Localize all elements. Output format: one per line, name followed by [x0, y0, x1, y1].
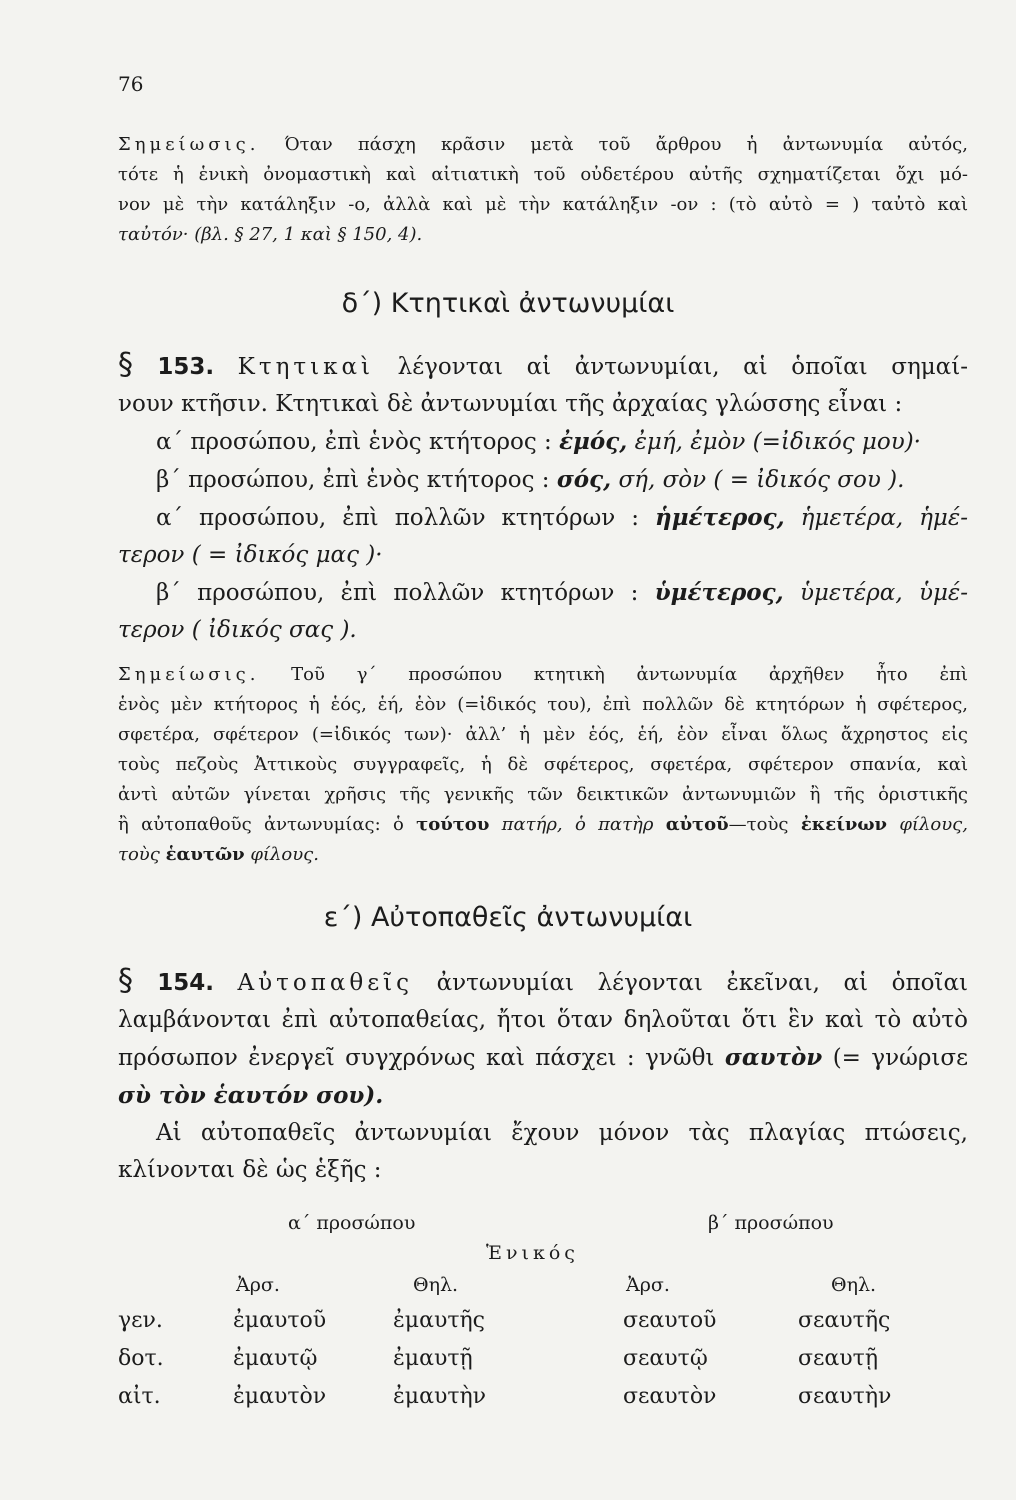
bold-term: ἡμέτερος, — [655, 504, 785, 531]
bold-term: ἑαυτῶν — [165, 844, 245, 865]
note-line — [118, 810, 968, 840]
page-number: 76 — [118, 72, 144, 96]
b-masc-form: σεαυτῷ — [623, 1346, 708, 1371]
note-krasis — [118, 130, 968, 250]
defined-term: Κτητικαὶ — [237, 354, 375, 380]
para-line: κλίνονται δὲ ὡς ἑξῆς : — [118, 1157, 382, 1183]
note-line — [118, 660, 968, 690]
b-fem-form: σεαυτὴν — [798, 1384, 892, 1409]
note-text: —τοὺς — [728, 814, 789, 835]
bold-term: τούτου — [416, 814, 490, 835]
note-line: σφετέρα, σφέτερον (=ἰδικός των)· ἀλλ’ ἡ μὲν ἑός, ἑή, ἑὸν εἶναι ὅλως ἄχρηστος εἰς — [118, 724, 968, 745]
para-text: ὑμετέρα, ὑμέ- — [799, 580, 969, 606]
note-text: ἢ αὐτοπαθοῦς ἀντωνυμίας: ὁ — [118, 814, 404, 835]
bold-term: ἐμός, — [559, 428, 628, 455]
col-fem-a: Θηλ. — [413, 1274, 459, 1296]
para-line: νουν κτῆσιν. Κτητικαὶ δὲ ἀντωνυμίαι τῆς ἀρχαίας γλώσσης εἶναι : — [118, 391, 903, 417]
section-number-text: 154. — [157, 970, 214, 996]
a-masc-form: ἐμαυτῷ — [233, 1346, 318, 1371]
table-number-row — [118, 1242, 968, 1278]
para-line: λαμβάνονται ἐπὶ αὐτοπαθείας, ἤτοι ὅταν δηλοῦται ὅτι ἓν καὶ τὸ αὐτὸ — [118, 1007, 968, 1033]
note-line: νον μὲ τὴν κατάληξιν -ο, ἀλλὰ καὶ μὲ τὴν κατάληξιν -ον : (τὸ αὐτὸ = ) ταὐτὸ καὶ — [118, 194, 968, 215]
note-line: τότε ἡ ἑνικὴ ὀνομαστικὴ καὶ αἰτιατικὴ τοῦ οὐδετέρου αὐτῆς σχηματίζεται ὄχι μό- — [118, 164, 968, 185]
note-line: ἑνὸς μὲν κτήτορος ἡ ἑός, ἑή, ἑὸν (=ἰδικός του), ἐπὶ πολλῶν δὲ κτητόρων ἡ σφέτερος, — [118, 694, 968, 715]
para-text: (= γνώρισε — [832, 1045, 968, 1071]
note-line — [118, 840, 968, 870]
defined-term: Αὐτοπαθεῖς — [237, 970, 414, 996]
note-line — [118, 130, 968, 160]
para-line — [118, 1039, 968, 1077]
person-b-label: β΄ προσώπου — [708, 1212, 834, 1234]
note-line: ἀντὶ αὐτῶν γίνεται χρῆσις τῆς γενικῆς τῶν δεικτικῶν ἀντωνυμιῶν ἢ τῆς ὁριστικῆς — [118, 784, 968, 805]
note-third-person — [118, 660, 968, 870]
declension-table — [118, 1212, 968, 1412]
note-text: φίλους. — [250, 844, 319, 865]
para-line — [118, 499, 968, 537]
case-label: δοτ. — [118, 1346, 164, 1371]
bold-term: σὺ τὸν ἑαυτόν σου). — [118, 1082, 384, 1109]
para-text: ἐμή, ἐμὸν (=ἰδικός μου)· — [634, 429, 921, 455]
para-text: σή, σὸν ( = ἰδικός σου ). — [618, 467, 905, 493]
bold-term: σός, — [556, 466, 612, 493]
note-label: Σημείωσις. — [118, 134, 260, 155]
case-label: αἰτ. — [118, 1384, 161, 1409]
case-label: γεν. — [118, 1308, 163, 1333]
note-text: φίλους, — [899, 814, 968, 835]
col-fem-b: Θηλ. — [831, 1274, 877, 1296]
para-text: β΄ προσώπου, ἐπὶ πολλῶν κτητόρων : — [156, 580, 639, 606]
para-text: ἡμετέρα, ἡμέ- — [800, 505, 968, 531]
para-text: α΄ προσώπου, ἐπὶ ἑνὸς κτήτορος : — [156, 429, 552, 455]
a-masc-form: ἐμαυτὸν — [233, 1384, 327, 1409]
b-fem-form: σεαυτῇ — [798, 1346, 878, 1371]
b-masc-form: σεαυτοῦ — [623, 1308, 717, 1333]
note-line: ταὐτόν· (βλ. § 27, 1 καὶ § 150, 4). — [118, 224, 423, 245]
para-line — [118, 574, 968, 612]
note-label: Σημείωσις. — [118, 664, 260, 685]
table-header-row — [118, 1274, 968, 1310]
section-mark: § — [118, 347, 133, 382]
table-row — [118, 1346, 968, 1382]
para-line: τερον ( ἰδικός σας ). — [118, 617, 357, 643]
section-number-text: 153. — [157, 354, 215, 380]
section-153 — [118, 346, 968, 649]
para-text: λέγονται αἱ ἀντωνυμίαι, αἱ ὁποῖαι σημαί- — [397, 354, 969, 380]
para-line: Αἱ αὐτοπαθεῖς ἀντωνυμίαι ἔχουν μόνον τὰς πλαγίας πτώσεις, — [156, 1120, 968, 1146]
section-heading-possessive: δ΄) Κτητικαὶ ἀντωνυμίαι — [341, 288, 675, 319]
col-masc-b: Ἀρσ. — [626, 1274, 670, 1296]
para-line — [118, 346, 968, 386]
para-line — [118, 962, 968, 1002]
a-fem-form: ἐμαυτὴν — [393, 1384, 487, 1409]
para-line — [118, 423, 968, 461]
b-masc-form: σεαυτὸν — [623, 1384, 717, 1409]
col-masc-a: Ἀρσ. — [236, 1274, 280, 1296]
a-masc-form: ἐμαυτοῦ — [233, 1308, 327, 1333]
para-line — [118, 461, 968, 499]
para-line: τερον ( = ἰδικός μας )· — [118, 542, 383, 568]
bold-term: αὐτοῦ — [665, 814, 729, 835]
para-text: β΄ προσώπου, ἐπὶ ἑνὸς κτήτορος : — [156, 467, 550, 493]
note-text: τοὺς — [118, 844, 160, 865]
person-a-label: α΄ προσώπου — [288, 1212, 416, 1234]
bold-term: σαυτὸν — [724, 1044, 823, 1071]
a-fem-form: ἐμαυτῆς — [393, 1308, 486, 1333]
section-mark: § — [118, 963, 133, 998]
note-text: πατήρ, ὁ πατὴρ — [501, 814, 654, 835]
para-text: α΄ προσώπου, ἐπὶ πολλῶν κτητόρων : — [156, 505, 639, 531]
a-fem-form: ἐμαυτῇ — [393, 1346, 473, 1371]
para-text: πρόσωπον ἐνεργεῖ συγχρόνως καὶ πάσχει : γνῶθι — [118, 1045, 715, 1071]
section-154 — [118, 962, 968, 1189]
note-line: τοὺς πεζοὺς Ἀττικοὺς συγγραφεῖς, ἡ δὲ σφέτερος, σφετέρα, σφέτερον σπανία, καὶ — [118, 754, 968, 775]
note-text: Τοῦ γ΄ προσώπου κτητικὴ ἀντωνυμία ἀρχῆθεν ἦτο ἐπὶ — [291, 664, 968, 685]
para-line — [118, 1077, 968, 1115]
number-label: Ἑνικός — [486, 1242, 579, 1264]
bold-term: ὑμέτερος, — [654, 579, 784, 606]
table-row — [118, 1384, 968, 1420]
note-text: Όταν πάσχη κρᾶσιν μετὰ τοῦ ἄρθρου ἡ ἀντωνυμία αὐτός, — [284, 134, 968, 155]
para-text: ἀντωνυμίαι λέγονται ἐκεῖναι, αἱ ὁποῖαι — [436, 970, 968, 996]
section-number — [118, 347, 215, 382]
table-row — [118, 1308, 968, 1344]
section-heading-reflexive: ε΄) Αὐτοπαθεῖς ἀντωνυμίαι — [323, 902, 693, 933]
bold-term: ἐκείνων — [800, 814, 888, 835]
section-number — [118, 963, 214, 998]
b-fem-form: σεαυτῆς — [798, 1308, 891, 1333]
